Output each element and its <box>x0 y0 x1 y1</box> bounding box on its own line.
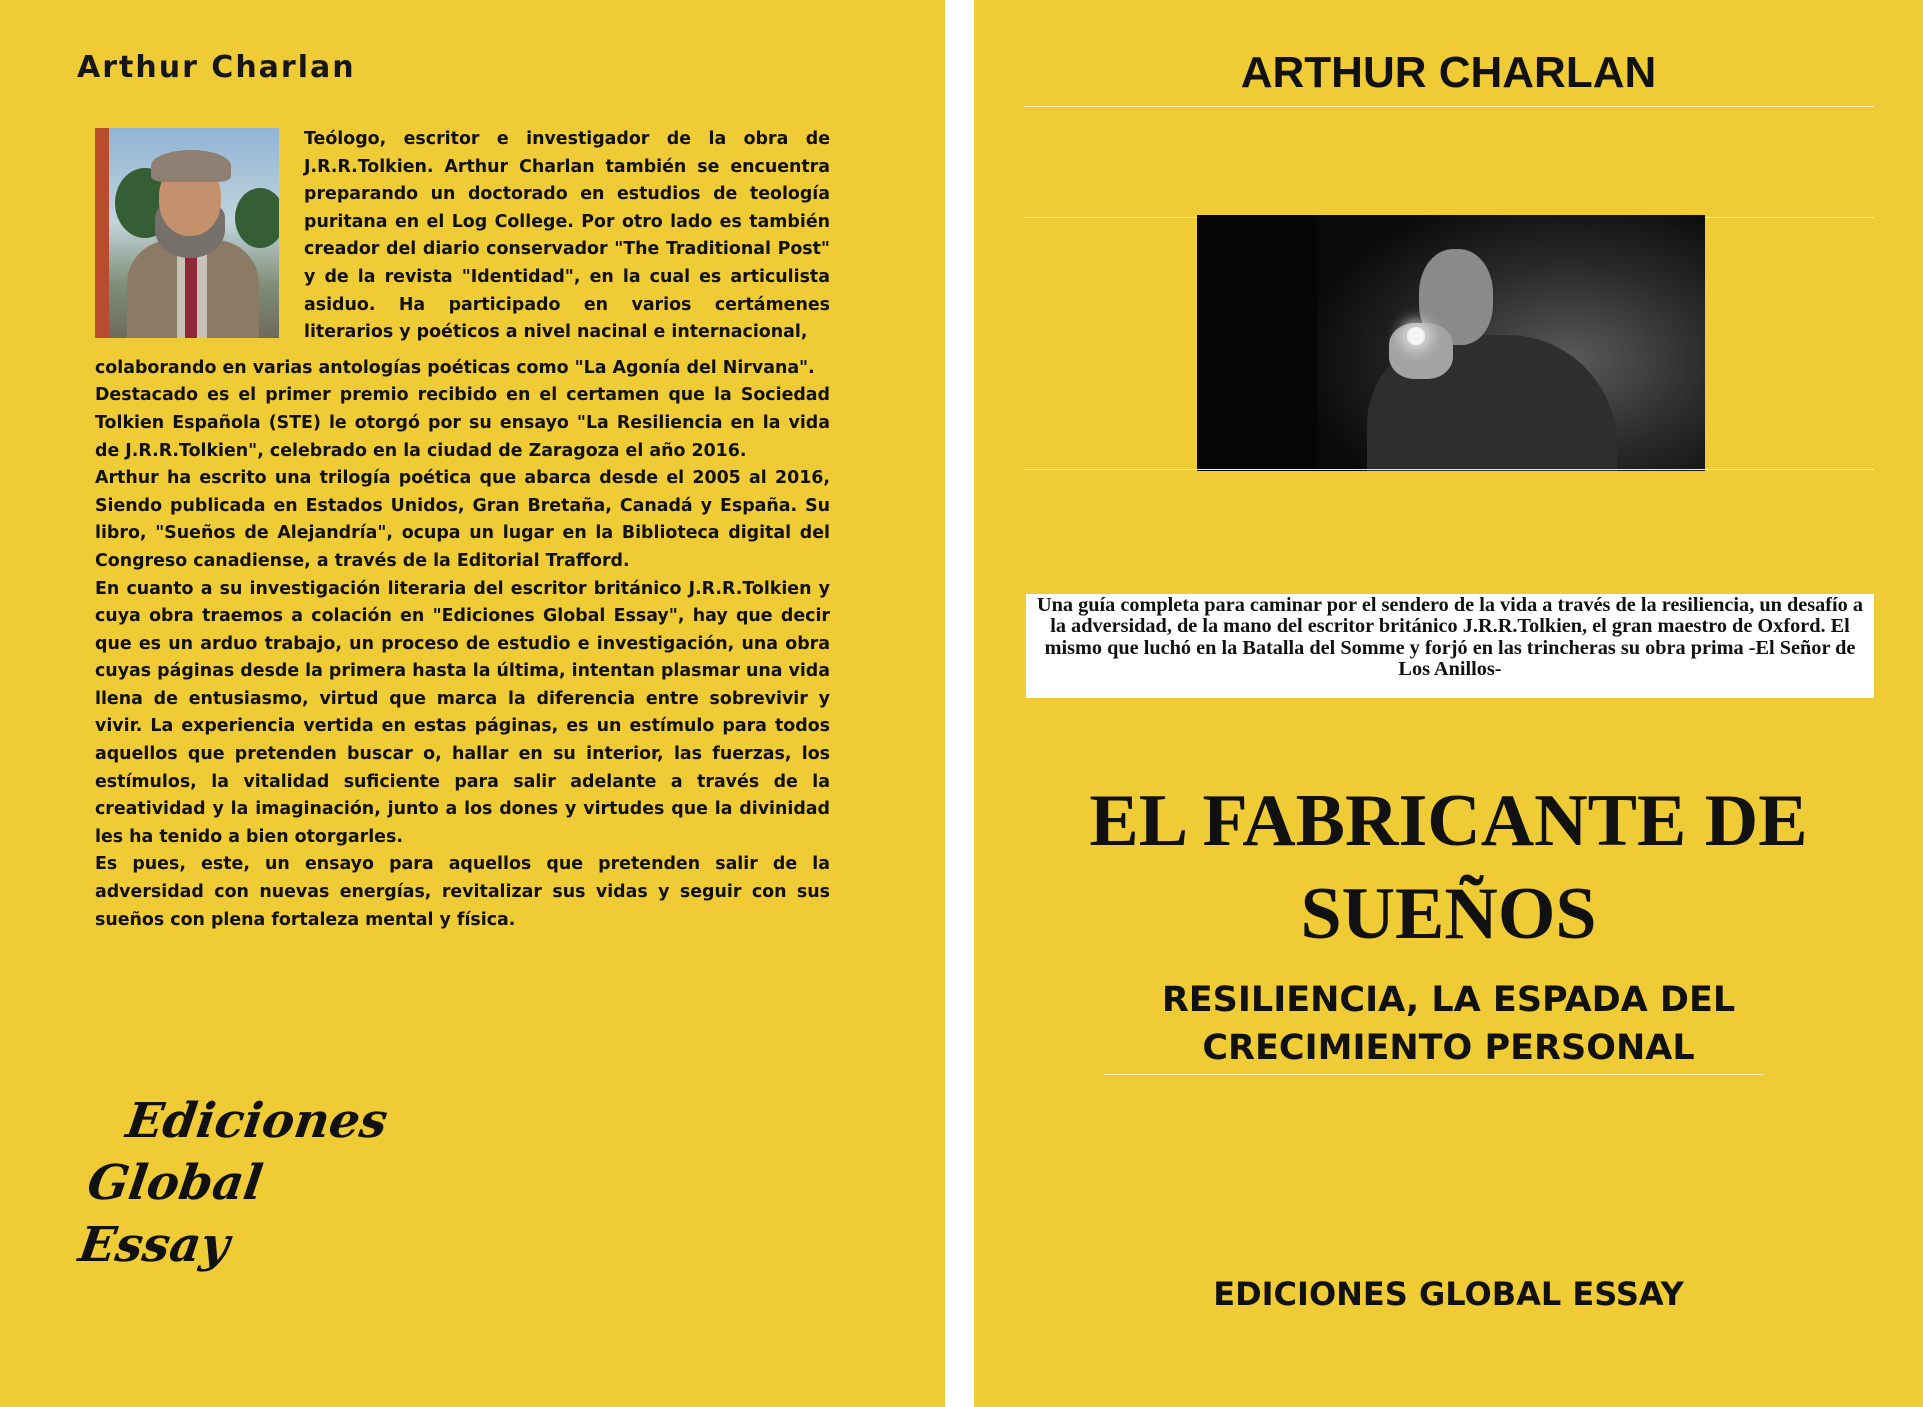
title-line: EL FABRICANTE DE <box>1089 780 1808 862</box>
bio-line: J.R.R.Tolkien. Arthur Charlan también se encuentra <box>304 156 830 177</box>
author-biography <box>95 126 830 934</box>
bio-line: y de la revista "Identidad", en la cual es articulista <box>304 266 830 287</box>
cover-photo <box>1197 215 1705 471</box>
bio-line: Teólogo, escritor e investigador de la obra de <box>304 129 830 149</box>
bio-paragraph: Arthur ha escrito una trilogía poética que abarca desde el 2005 al 2016, Siendo publicada en Estados Unidos, Gran Bretaña, Canadá y España. Su libro, "Sueños de Alejandría", ocupa un lugar en la Biblioteca digital del Congreso canadiense, a través de la Editorial Trafford. <box>95 468 830 571</box>
title-line: SUEÑOS <box>1300 873 1597 955</box>
publisher-signature <box>75 1090 421 1276</box>
bio-paragraph: Es pues, este, un ensayo para aquellos que pretenden salir de la adversidad con nuevas energías, revitalizar sus vidas y seguir con sus sueños con plena fortaleza mental y física. <box>95 854 830 930</box>
blurb-box: Una guía completa para caminar por el sendero de la vida a través de la resiliencia, un desafío a la adversidad, de la mano del escritor británico J.R.R.Tolkien, el gran maestro de Oxford. El mismo que luchó en la Batalla del Somme y forjó en las trincheras su obra prima -El Señor de Los Anillos- <box>1026 594 1874 698</box>
bio-paragraph: Destacado es el primer premio recibido en el certamen que la Sociedad Tolkien Española (STE) le otorgó por su ensayo "La Resiliencia en la vida de J.R.R.Tolkien", celebrado en la ciudad de Zaragoza el año 2016. <box>95 385 830 461</box>
photo-match-light <box>1407 327 1425 345</box>
bio-line: creador del diario conservador "The Traditional Post" <box>304 239 830 260</box>
subtitle-line: RESILIENCIA, LA ESPADA DEL <box>1161 980 1736 1020</box>
book-subtitle <box>974 976 1923 1072</box>
publisher-name: EDICIONES GLOBAL ESSAY <box>1213 1275 1684 1313</box>
back-author-name: Arthur Charlan <box>77 50 356 85</box>
bio-paragraph: colaborando en varias antologías poéticas como "La Agonía del Nirvana". <box>95 357 815 378</box>
signature-line: Global Essay <box>75 1155 267 1273</box>
bio-line: preparando un doctorado en estudios de teología <box>304 184 830 205</box>
subtitle-line: CRECIMIENTO PERSONAL <box>1202 1028 1695 1068</box>
divider-line <box>1104 1074 1764 1075</box>
bio-paragraph: En cuanto a su investigación literaria del escritor británico J.R.R.Tolkien y cuya obra traemos a colación en "Ediciones Global Essay", hay que decir que es un arduo trabajo, un proceso de estudio e investigación, una obra cuyas páginas desde la primera hasta la última, intentan plasmar una vida llena de entusiasmo, virtud que marca la diferencia entre sobrevivir y vivir. La experiencia vertida en estas páginas, es un estímulo para todos aquellos que pretenden buscar o, hallar en su interior, las fuerzas, los estímulos, la vitalidad suficiente para salir adelante a través de la creatividad y la imaginación, junto a los dones y virtudes que la divinidad les ha tenido a bien otorgarles. <box>95 578 830 847</box>
divider-line <box>1024 469 1874 470</box>
front-author-name: ARTHUR CHARLAN <box>1240 48 1657 97</box>
book-title <box>974 775 1923 961</box>
bio-line: literarios y poéticos a nivel nacinal e internacional, <box>304 322 808 343</box>
divider-line <box>1024 106 1874 107</box>
signature-line: Ediciones <box>122 1093 391 1149</box>
front-cover <box>974 0 1923 1407</box>
back-cover <box>0 0 945 1407</box>
bio-line: asiduo. Ha participado en varios certámenes <box>304 294 830 315</box>
bio-line: puritana en el Log College. Por otro lado es también <box>304 211 830 232</box>
